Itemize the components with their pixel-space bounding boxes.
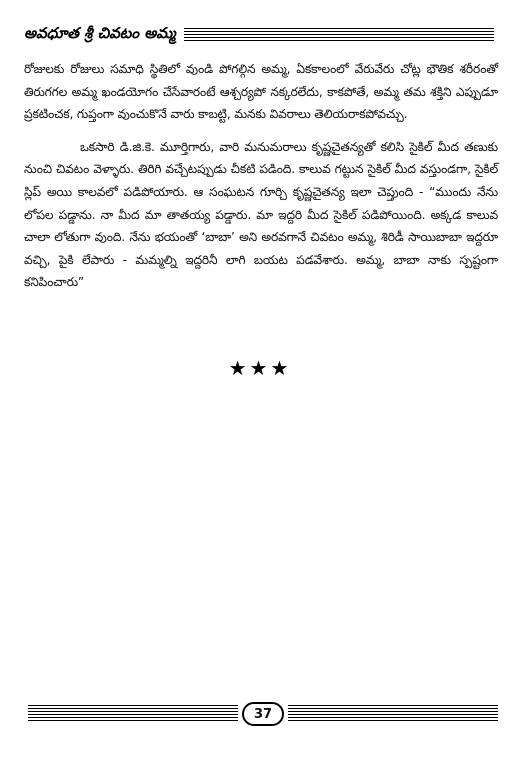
page-body — [24, 58, 498, 294]
book-title: అవధూత శ్రీ చివటం అమ్మ — [24, 24, 176, 42]
footer-rule-right — [288, 705, 498, 723]
page-header — [24, 22, 494, 48]
paragraph-2: ఒకసారి డి.జి.కె. మూర్తిగారు, వారి మనుమరాలు కృష్ణచైతన్యతో కలిసి సైకిల్ మీద తణుకు నుంచి చివటం వెళ్ళారు. తిరిగి వచ్చేటప్పుడు చీకటి పడింది. కాలువ గట్టున సైకిల్ మీద వస్తుండగా, సైకిల్ స్లిప్ అయి కాలవలో పడిపోయారు. ఆ సంఘటన గూర్చి కృష్ణచైతన్య ఇలా చెప్తుంది - “ముందు నేను లోపల పడ్డాను. నా మీద మా తాతయ్య పడ్డారు. మా ఇద్దరి మీద సైకిల్ పడిపోయింది. అక్కడ కాలువ చాలా లోతుగా వుంది. నేను భయంతో ‘బాబా’ అని అరవగానే చివటం అమ్మ, శిరిడీ సాయిబాబా ఇద్దరూ వచ్చి, పైకి లేపారు - మమ్మల్ని ఇద్దరినీ లాగి బయట పడవేశారు. అమ్మ, బాబా నాకు స్పష్టంగా కనిపించారు” — [24, 139, 498, 290]
page-number: 37 — [242, 702, 284, 726]
footer-rule-left — [28, 705, 238, 723]
section-separator-stars: ★★★ — [228, 356, 292, 380]
page-footer — [28, 702, 498, 726]
header-rule-lines — [184, 28, 494, 42]
paragraph-1: రోజులకు రోజులు సమాధి స్థితిలో వుండి పోగల్గిన అమ్మ, ఏకకాలంలో వేరువేరు చోట్ల భౌతిక శరీరంతో తిరుగగల అమ్మ ఖండయోగం చేసేవారంటే ఆశ్చర్యపో నక్కరలేదు, కాకపోతే, అమ్మ తమ శక్తిని ఎప్పుడూ ప్రకటించక, గుప్తంగా వుంచుకొనే వారు కాబట్టి, మనకు వివరాలు తెలియరాకపోవచ్చు. — [24, 62, 498, 122]
